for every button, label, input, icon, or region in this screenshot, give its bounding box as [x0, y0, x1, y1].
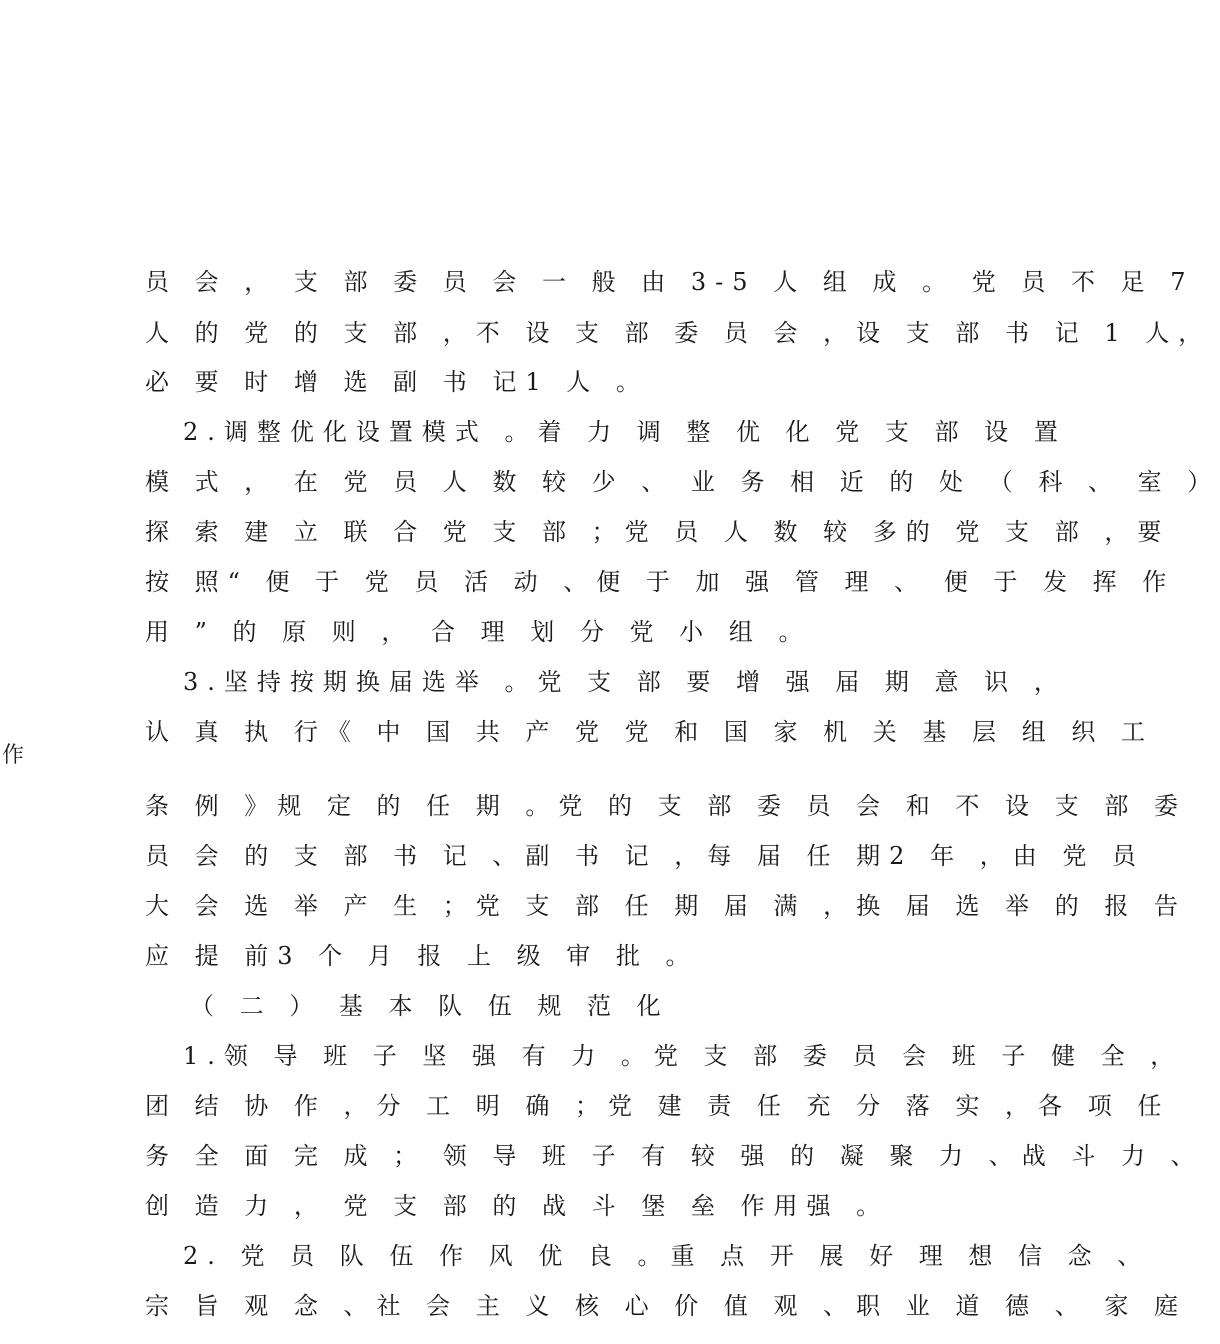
text-line: 员 会 ， 支 部 委 员 会 一 般 由 3-5 人 组 成 。 党 员 不 足 7	[145, 268, 1195, 296]
text-line: 3.坚持按期换届选举 。党 支 部 要 增 强 届 期 意 识 ，	[183, 668, 1067, 696]
side-note: 作	[2, 743, 25, 768]
text-line: 1.领 导 班 子 坚 强 有 力 。党 支 部 委 员 会 班 子 健 全 ，	[183, 1042, 1184, 1070]
text-line: 2. 党 员 队 伍 作 风 优 良 。重 点 开 展 好 理 想 信 念 、	[183, 1242, 1151, 1270]
text-line: 务 全 面 完 成 ； 领 导 班 子 有 较 强 的 凝 聚 力 、战 斗 力 、	[145, 1142, 1204, 1170]
text-line: 探 索 建 立 联 合 党 支 部 ；党 员 人 数 较 多的 党 支 部 ，要	[145, 518, 1171, 546]
text-line: 2.调整优化设置模式 。着 力 调 整 优 化 党 支 部 设 置	[183, 418, 1067, 446]
text-line: 人 的 党 的 支 部 ，不 设 支 部 委 员 会 ，设 支 部 书 记 1 人，	[145, 319, 1212, 347]
text-line: 用 ” 的 原 则 ， 合 理 划 分 党 小 组 。	[145, 618, 812, 646]
text-line: 团 结 协 作 ，分 工 明 确 ；党 建 责 任 充 分 落 实 ，各 项 任	[145, 1092, 1171, 1120]
text-line: 创 造 力 ， 党 支 部 的 战 斗 堡 垒 作用强 。	[145, 1192, 890, 1220]
text-line: 宗 旨 观 念 、社 会 主 义 核 心 价 值 观 、职 业 道 德 、 家 庭	[145, 1292, 1187, 1320]
text-line: 模 式 ， 在 党 员 人 数 较 少 、 业 务 相 近 的 处 （ 科 、 室 ）	[145, 468, 1220, 496]
text-line: 应 提 前3 个 月 报 上 级 审 批 。	[145, 942, 699, 970]
text-line: 必 要 时 增 选 副 书 记1 人 。	[145, 368, 649, 396]
section-heading: （ 二 ） 基 本 队 伍 规 范 化	[190, 992, 670, 1020]
text-line: 员 会 的 支 部 书 记 、副 书 记 ，每 届 任 期2 年 ，由 党 员	[145, 842, 1145, 870]
text-line: 大 会 选 举 产 生 ；党 支 部 任 期 届 满 ，换 届 选 举 的 报 告	[145, 892, 1187, 920]
text-line: 条 例 》规 定 的 任 期 。党 的 支 部 委 员 会 和 不 设 支 部 委	[145, 792, 1187, 820]
text-line: 认 真 执 行《 中 国 共 产 党 党 和 国 家 机 关 基 层 组 织 工	[145, 718, 1154, 746]
text-line: 按 照“ 便 于 党 员 活 动 、便 于 加 强 管 理 、 便 于 发 挥 作	[145, 568, 1176, 596]
